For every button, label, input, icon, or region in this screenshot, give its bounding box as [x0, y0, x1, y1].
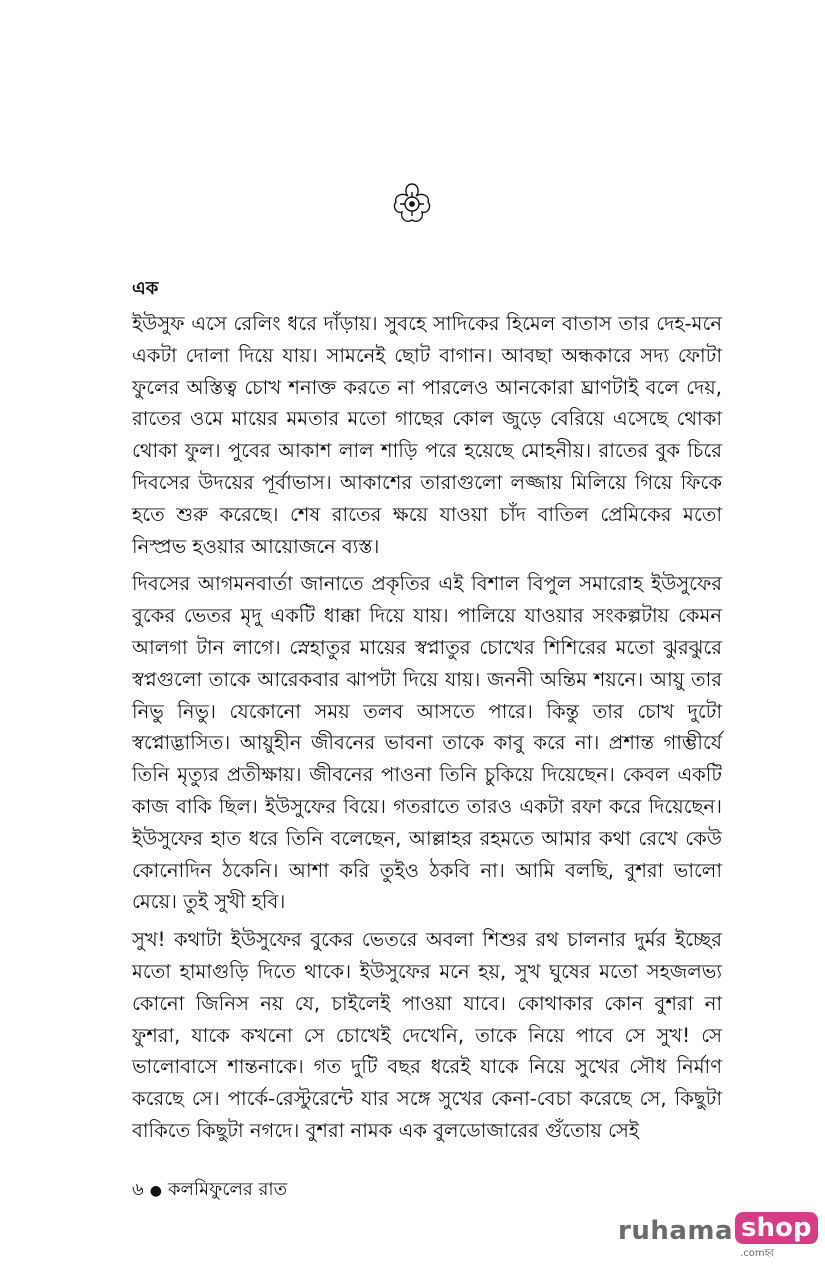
- footer-separator: ●: [149, 1182, 162, 1199]
- watermark-brand-left: ruhama: [618, 1216, 734, 1246]
- paragraph: ইউসুফ এসে রেলিং ধরে দাঁড়ায়। সুবহে সাদিকের হিমেল বাতাস তার দেহ-মনে একটা দোলা দিয়ে যায়। সামনেই ছোট বাগান। আবছা অন্ধকারে সদ্য ফোটা ফুলের অস্তিত্ব চোখ শনাক্ত করতে না পারলেও আনকোরা ঘ্রাণটাই বলে দেয়, রাতের ওমে মায়ের মমতার মতো গাছের কোল জুড়ে বেরিয়ে এসেছে থোকা থোকা ফুল। পুবের আকাশ লাল শাড়ি পরে হয়েছে মোহনীয়। রাতের বুক চিরে দিবসের উদয়ের পূর্বাভাস। আকাশের তারাগুলো লজ্জায় মিলিয়ে গিয়ে ফিকে হতে শুরু করেছে। শেষ রাতের ক্ষয়ে যাওয়া চাঁদ বাতিল প্রেমিকের মতো নিস্প্রভ হওয়ার আয়োজনে ব্যস্ত।: [132, 312, 722, 558]
- chapter-heading: এক: [132, 278, 159, 299]
- watermark-logo: [618, 1212, 812, 1260]
- paragraph: দিবসের আগমনবার্তা জানাতে প্রকৃতির এই বিশাল বিপুল সমারোহ ইউসুফের বুকের ভেতর মৃদু একটি ধাক্কা দিয়ে যায়। পালিয়ে যাওয়ার সংকল্পটায় কেমন আলগা টান লাগে। স্নেহাতুর মায়ের স্বপ্নাতুর চোখের শিশিরের মতো ঝুরঝুরে স্বপ্নগুলো তাকে আরেকবার ঝাপটা দিয়ে যায়। জননী অন্তিম শয়নে। আয়ু তার নিভু নিভু। যেকোনো সময় তলব আসতে পারে। কিন্তু তার চোখ দুটো স্বপ্নোদ্ভাসিত। আয়ুহীন জীবনের ভাবনা তাকে কাবু করে না। প্রশান্ত গাম্ভীর্যে তিনি মৃত্যুর প্রতীক্ষায়। জীবনের পাওনা তিনি চুকিয়ে দিয়েছেন। কেবল একটি কাজ বাকি ছিল। ইউসুফের বিয়ে। গতরাতে তারও একটা রফা করে দিয়েছেন। ইউসুফের হাত ধরে তিনি বলেছেন, আল্লাহর রহমতে আমার কথা রেখে কেউ কোনোদিন ঠকেনি। আশা করি তুইও ঠকবি না। আমি বলছি, বুশরা ভালো মেয়ে। তুই সুখী হবি।: [132, 572, 722, 914]
- book-title: কলমিফুলের রাত: [167, 1179, 288, 1200]
- page-footer: [132, 1175, 287, 1206]
- body-text: [132, 308, 722, 1153]
- paragraph: সুখ! কথাটা ইউসুফের বুকের ভেতরে অবলা শিশুর রথ চালনার দুর্মর ইচ্ছের মতো হামাগুড়ি দিতে থাকে। ইউসুফের মনে হয়, সুখ ঘুষের মতো সহজলভ্য কোনো জিনিস নয় যে, চাইলেই পাওয়া যাবে। কোথাকার কোন বুশরা না ফুশরা, যাকে কখনো সে চোখেই দেখেনি, তাকে নিয়ে পাবে সে সুখ! সে ভালোবাসে শান্তনাকে। গত দুটি বছর ধরেই যাকে নিয়ে সুখের সৌধ নির্মাণ করেছে সে। পার্কে-রেস্টুরেন্টে যার সঙ্গে সুখের কেনা-বেচা করেছে সে, কিছুটা বাকিতে কিছুটা নগদে। বুশরা নামক এক বুলডোজারের গুঁতোয় সেই: [132, 928, 722, 1142]
- page-number: ৬: [132, 1179, 144, 1200]
- watermark-domain: .comহ্ব: [740, 1248, 774, 1259]
- watermark-brand-right: shop: [741, 1213, 812, 1243]
- watermark-shop-badge: [735, 1212, 817, 1244]
- flower-ornament-icon: [388, 180, 436, 228]
